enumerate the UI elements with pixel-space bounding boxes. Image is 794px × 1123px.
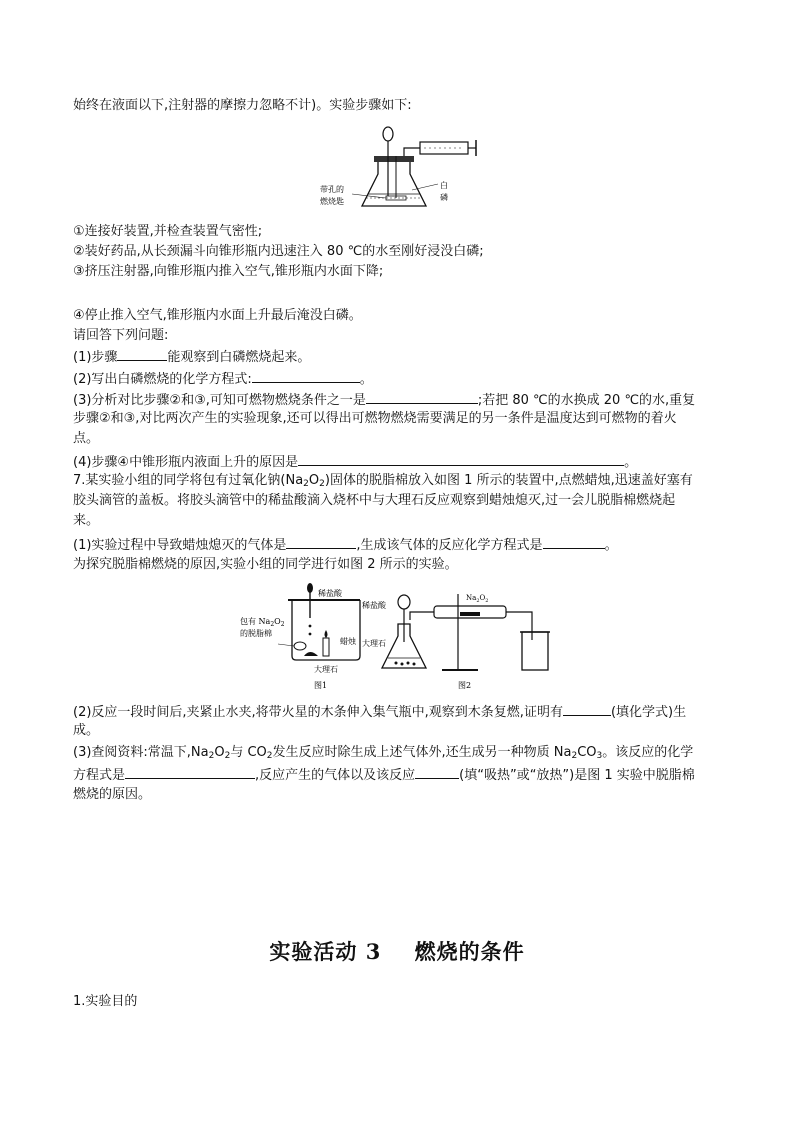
answer-blank-2[interactable] (252, 368, 360, 383)
fig1-marble-label: 大理石 (314, 665, 338, 674)
fig2-na2o2-label: $Na_2O_2$ (466, 594, 489, 604)
answer-blank-3[interactable] (366, 389, 478, 404)
answer-blank-1[interactable] (117, 346, 167, 361)
problem-7-question-3-line-3: 燃烧的原因。 (73, 787, 152, 802)
problem-7-line-1: 7.某实验小组的同学将包有过氧化钠$(Na_2O_2)$固体的脱脂棉放入如图 1 所示的装置中,点燃蜡烛,迅速盖好塞有 (73, 473, 693, 489)
figure-2 (362, 584, 562, 692)
problem-7-question-2-line-2: 成。 (73, 723, 100, 738)
question-3-line-3: 点。 (73, 431, 100, 446)
question-3: (3)分析对比步骤②和③,可知可燃物燃烧条件之一是 ;若把 80 ℃的水换成 20 ℃的水,重复 (73, 389, 695, 411)
phosphorus-label-1: 白 (440, 181, 448, 190)
problem-7-question-3-line-2: 方程式是 ,反应产生的气体以及该反应 (填“吸热”或“放热”)是图 1 实验中脱脂棉 (73, 764, 695, 786)
problem-7-question-2: (2)反应一段时间后,夹紧止水夹,将带火星的木条伸入集气瓶中,观察到木条复燃,证明有 (填化学式)生 (73, 701, 686, 723)
answer-blank-8[interactable] (125, 764, 255, 779)
fig1-candle-label: 蜡烛 (340, 637, 356, 646)
spoon-label-2: 燃烧匙 (320, 197, 344, 206)
problem-7-intro-2: 为探究脱脂棉燃烧的原因,实验小组的同学进行如图 2 所示的实验。 (73, 557, 458, 572)
problem-7-line-3: 来。 (73, 513, 100, 528)
answer-blank-7[interactable] (563, 701, 611, 716)
fig1-acid-label: 稀盐酸 (318, 589, 342, 598)
intro-line: 始终在液面以下,注射器的摩擦力忽略不计)。实验步骤如下: (73, 98, 412, 113)
fig2-acid-label: 稀盐酸 (362, 601, 386, 610)
question-2: (2)写出白磷燃烧的化学方程式: 。 (73, 368, 373, 390)
figure-1 (238, 582, 378, 692)
step-3: ③挤压注射器,向锥形瓶内推入空气,锥形瓶内水面下降; (73, 264, 384, 279)
answer-blank-4[interactable] (298, 451, 624, 466)
answer-blank-9[interactable] (415, 764, 459, 779)
step-4: ④停止推入空气,锥形瓶内水面上升最后淹没白磷。 (73, 308, 362, 323)
answer-blank-5[interactable] (286, 534, 356, 549)
fig1-caption: 图1 (314, 681, 328, 690)
section-item-1: 1.实验目的 (73, 994, 138, 1009)
question-1: (1)步骤 能观察到白磷燃烧起来。 (73, 346, 310, 368)
fig2-marble-label: 大理石 (362, 639, 386, 648)
question-4: (4)步骤④中锥形瓶内液面上升的原因是 。 (73, 451, 637, 473)
spoon-label-1: 带孔的 (320, 185, 344, 194)
answer-blank-6[interactable] (543, 534, 605, 549)
problem-7-question-1: (1)实验过程中导致蜡烛熄灭的气体是 ,生成该气体的反应化学方程式是 。 (73, 534, 618, 556)
fig1-cotton-label-1: 包有 $Na_2O_2$ (240, 617, 285, 628)
step-2: ②装好药品,从长颈漏斗向锥形瓶内迅速注入 80 ℃的水至刚好浸没白磷; (73, 244, 484, 259)
fig2-caption: 图2 (458, 681, 472, 690)
problem-7-line-2: 胶头滴管的盖板。将胶头滴管中的稀盐酸滴入烧杯中与大理石反应观察到蜡烛熄灭,过一会儿脱脂棉燃烧起 (73, 493, 676, 508)
apparatus-figure (316, 122, 484, 214)
step-1: ①连接好装置,并检查装置气密性; (73, 224, 263, 239)
prompt: 请回答下列问题: (73, 328, 169, 343)
problem-7-question-3: (3)查阅资料:常温下$,Na_2O_2$与 $CO_2$发生反应时除生成上述气体外,还生成另一种物质 $Na_2CO_3$。该反应的化学 (73, 745, 694, 761)
question-3-line-2: 步骤②和③,对比两次产生的实验现象,还可以得出可燃物燃烧需要满足的另一条件是温度达到可燃物的着火 (73, 411, 677, 426)
fig1-cotton-label-2: 的脱脂棉 (240, 629, 272, 638)
section-title: 实验活动 3 燃烧的条件 (269, 939, 525, 964)
phosphorus-label-2: 磷 (440, 193, 448, 202)
